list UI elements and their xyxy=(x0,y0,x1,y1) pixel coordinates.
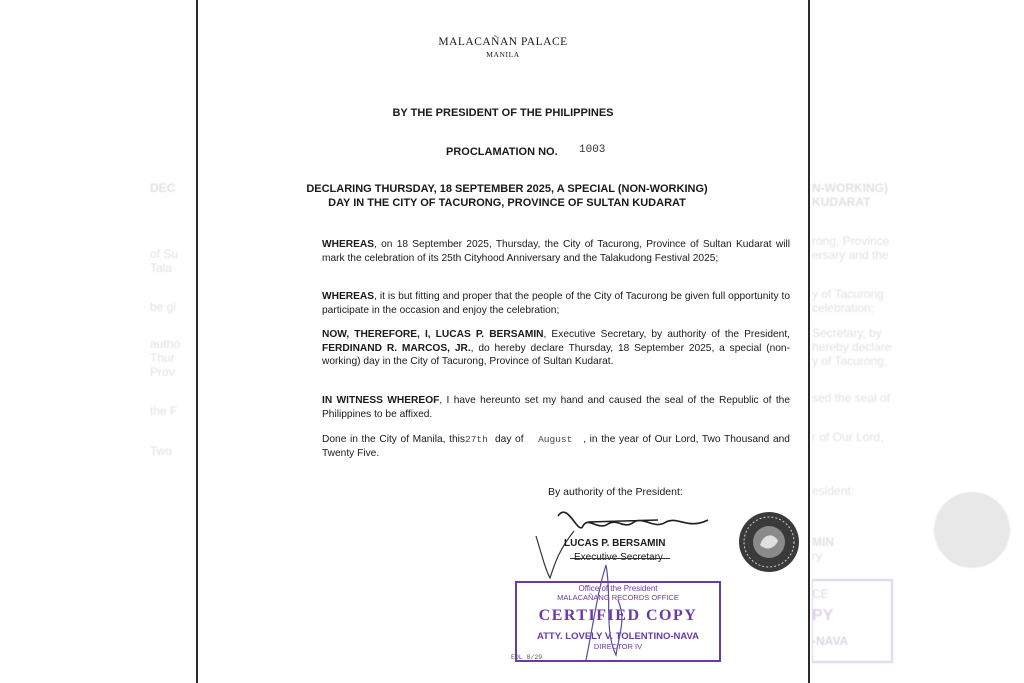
ghost-right-line: Secretary, by xyxy=(812,326,882,340)
ghost-left-line: Prov xyxy=(150,365,175,379)
ghost-right-line: KUDARAT xyxy=(812,195,871,209)
paragraph-text: day of xyxy=(495,434,524,445)
paragraph-text: Done in the City of Manila, this xyxy=(322,434,465,445)
ghost-right-line: sed the seal of xyxy=(812,391,891,405)
proclamation-number: 1003 xyxy=(579,144,606,156)
title-strike-line xyxy=(570,558,670,559)
stamp-attorney: ATTY. LOVELY V. TOLENTINO-NAVA xyxy=(536,631,700,642)
stamp-records-office: MALACAÑANG RECORDS OFFICE xyxy=(557,593,679,602)
ghost-left-line: be gi xyxy=(150,300,177,314)
stamp-signature-icon xyxy=(576,560,636,670)
ghost-right-line: PY xyxy=(812,607,834,624)
ghost-right-line: N-WORKING) xyxy=(812,181,888,195)
ghost-stamp-border xyxy=(812,580,892,662)
ghost-left-line: Tala xyxy=(150,261,173,275)
proclamation-title xyxy=(282,182,732,210)
ghost-right-line: celebration; xyxy=(812,301,875,315)
paragraph-text: , Executive Secretary, by authority of the President, xyxy=(543,329,790,340)
paragraph-text: , it is but fitting and proper that the people of the City of Tacurong be given full opportunity to participate in the occasion and enjoy the celebration; xyxy=(322,291,790,316)
proclamation-document xyxy=(198,0,808,683)
ghost-left-line: of Su xyxy=(150,247,179,261)
header-city: MANILA xyxy=(486,50,520,59)
paragraph-done xyxy=(282,433,790,460)
ghost-right-line: -NAVA xyxy=(812,634,849,648)
proclamation-label: PROCLAMATION NO. xyxy=(446,146,558,158)
ghost-left-line: the F xyxy=(150,404,178,418)
header-palace: MALACAÑAN PALACE xyxy=(438,36,568,48)
ghost-right-line: MIN xyxy=(812,535,834,549)
stamp-certified-copy: CERTIFIED COPY xyxy=(538,607,698,624)
paragraph-witness xyxy=(282,394,790,421)
paragraph-whereas-1 xyxy=(282,238,790,265)
paragraph-now-therefore xyxy=(282,328,790,369)
background-ghost-left xyxy=(0,0,196,683)
ghost-right-line: y of Tacurong, xyxy=(812,354,888,368)
paragraph-lead: WHEREAS xyxy=(322,239,375,250)
signatory-name: LUCAS P. BERSAMIN xyxy=(564,538,666,549)
paragraph-text: , on 18 September 2025, Thursday, the City of Tacurong, Province of Sultan Kudarat will mark the celebration of its 25th Cityhood Anniversary and the Talakudong Festival 2025; xyxy=(322,239,790,264)
header-by-president: BY THE PRESIDENT OF THE PHILIPPINES xyxy=(392,107,614,119)
ghost-right-line: rong, Province xyxy=(812,234,890,248)
proclamation-title-line2: DAY IN THE CITY OF TACURONG, PROVINCE OF SULTAN KUDARAT xyxy=(328,197,686,209)
handwritten-day: 27th xyxy=(465,434,488,445)
ghost-right-line: hereby declare xyxy=(812,340,892,354)
ghost-right-line: ersary and the xyxy=(812,248,889,262)
official-seal-icon xyxy=(738,511,800,573)
stamp-office: Office of the President xyxy=(578,584,658,593)
stamp-position: DIRECTOR IV xyxy=(593,642,643,651)
paragraph-lead: IN WITNESS WHEREOF xyxy=(322,395,440,406)
ghost-right-line: y of Tacurong xyxy=(812,287,884,301)
ghost-right-line: CE xyxy=(812,587,829,601)
stamp-initials: EOL 8/29 xyxy=(511,654,543,661)
ghost-right-line: esident: xyxy=(812,484,855,498)
ghost-right-line: ry xyxy=(812,549,822,563)
document-page xyxy=(196,0,810,683)
ghost-left-line: Thur xyxy=(150,351,175,365)
ghost-right-line: r of Our Lord, xyxy=(812,430,884,444)
proclamation-title-line1: DECLARING THURSDAY, 18 SEPTEMBER 2025, A SPECIAL (NON-WORKING) xyxy=(306,183,708,195)
handwritten-month: August xyxy=(538,434,573,445)
paragraph-lead: NOW, THEREFORE, I, LUCAS P. BERSAMIN xyxy=(322,329,544,340)
ghost-left-line: Two xyxy=(150,444,173,458)
paragraph-lead: WHEREAS xyxy=(322,291,375,302)
paragraph-text: , in the year of Our Lord, Two Thousand and Twenty Five. xyxy=(322,434,790,459)
ghost-right-text xyxy=(812,0,1024,683)
by-authority-line: By authority of the President: xyxy=(548,486,683,498)
background-ghost-right xyxy=(812,0,1024,683)
president-name: FERDINAND R. MARCOS, JR. xyxy=(322,342,471,354)
ghost-left-text xyxy=(0,0,196,683)
ghost-left-line: DEC xyxy=(150,181,176,195)
ghost-seal-icon xyxy=(934,492,1010,568)
paragraph-text: , do hereby declare Thursday, 18 September 2025, a special (non-working) day in the City of Tacurong, Province of Sultan Kudarat. xyxy=(322,342,790,367)
paragraph-text: , I have hereunto set my hand and caused the seal of the Republic of the Philippines to be affixed. xyxy=(322,395,790,420)
paragraph-whereas-2 xyxy=(282,290,790,317)
ghost-left-line: autho xyxy=(150,337,181,351)
